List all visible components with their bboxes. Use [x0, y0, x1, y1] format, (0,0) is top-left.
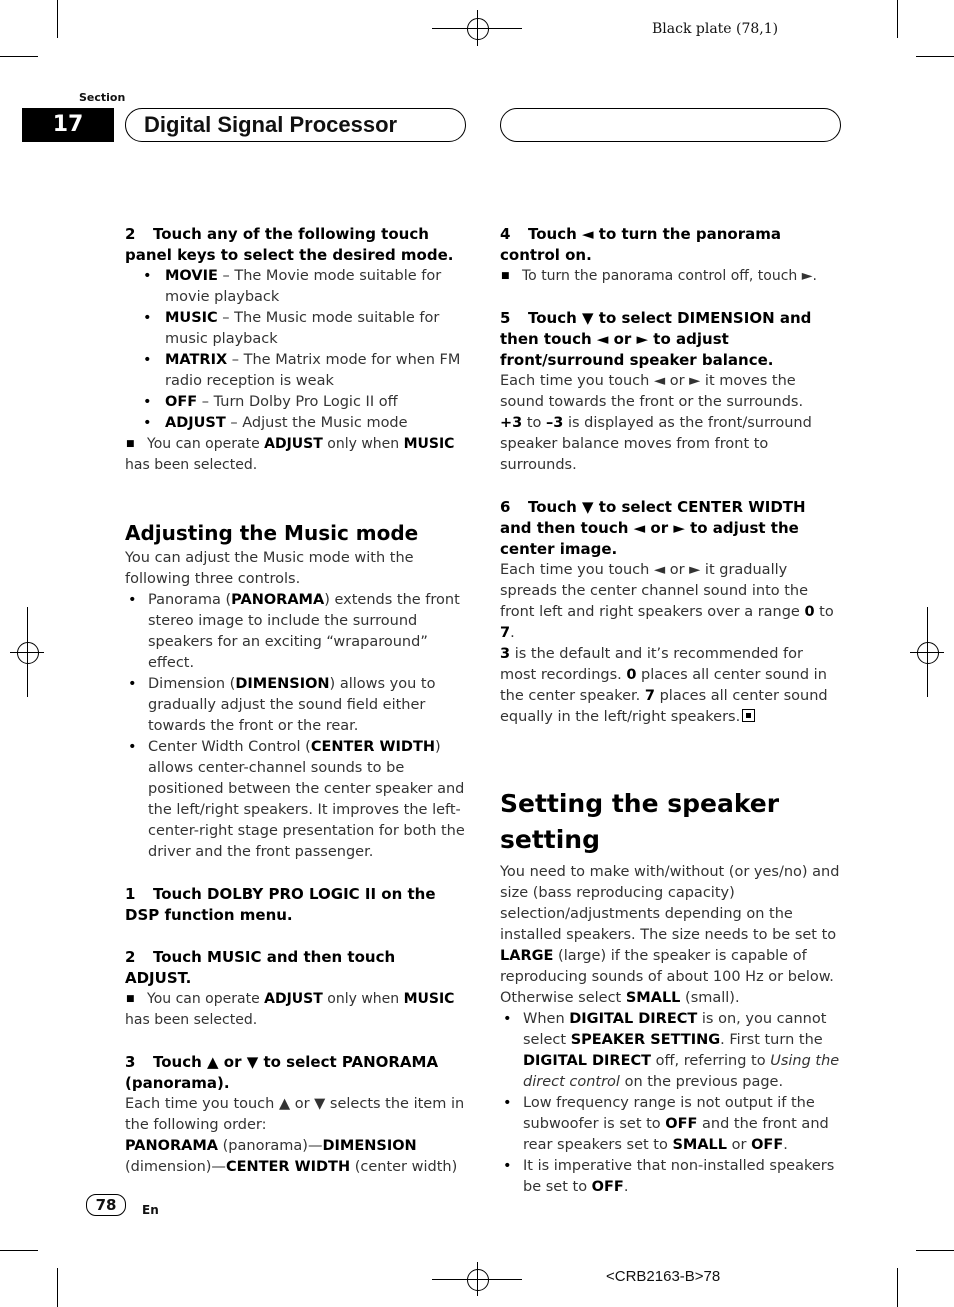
document-code: <CRB2163-B>78 — [606, 1268, 721, 1285]
speaker-setting-heading: Setting the speaker setting — [500, 789, 780, 854]
note-adjust-2: ■ You can operate ADJUST only when MUSIC — [125, 989, 465, 1010]
crop-mark — [0, 56, 38, 57]
dimension-range: +3 to –3 is displayed as the front/surround speaker balance moves from front to surrounds. — [500, 415, 812, 473]
list-item: • ADJUST – Adjust the Music mode — [125, 413, 465, 434]
list-item: • Center Width Control (CENTER WIDTH) allows center-channel sounds to be positioned between the center speaker and the left/right speakers. It improves the left-center-right stage presentation for both the driver and the front passenger. — [125, 737, 465, 863]
music-mode-heading: Adjusting the Music mode — [125, 521, 419, 545]
page-number: 78 — [86, 1194, 126, 1216]
step-4-panorama-on: 4 Touch ◄ to turn the panorama control on. — [500, 225, 781, 264]
control-list — [125, 590, 465, 863]
step-1-dolby: 1 Touch DOLBY PRO LOGIC II on the DSP function menu. — [125, 885, 436, 924]
order-intro: Each time you touch ▲ or ▼ selects the item in the following order: — [125, 1096, 465, 1133]
step-6-center-width: 6 Touch ▼ to select CENTER WIDTH and then touch ◄ or ► to adjust the center image. — [500, 498, 806, 558]
note-panorama-off: ■ To turn the panorama control off, touch ►. — [500, 266, 840, 287]
mode-list — [125, 266, 465, 434]
list-item: • Dimension (DIMENSION) allows you to gradually adjust the sound field either towards the front or the rear. — [125, 674, 465, 737]
right-column — [500, 224, 840, 1198]
list-item: • Low frequency range is not output if the subwoofer is set to OFF and the front and rear speakers set to SMALL or OFF. — [500, 1093, 840, 1156]
section-label: Section — [79, 91, 126, 104]
music-intro: You can adjust the Music mode with the following three controls. — [125, 550, 414, 587]
crop-mark — [0, 1250, 38, 1251]
list-item: • Panorama (PANORAMA) extends the front stereo image to include the surround speakers for an exciting “wraparound” effect. — [125, 590, 465, 674]
step-2-select-mode: 2 Touch any of the following touch panel keys to select the desired mode. — [125, 225, 454, 264]
crop-mark — [57, 0, 58, 38]
end-mark-icon — [742, 709, 755, 722]
step-5-dimension: 5 Touch ▼ to select DIMENSION and then touch ◄ or ► to adjust front/surround speaker balance. — [500, 309, 812, 369]
page-title: Digital Signal Processor — [125, 108, 466, 142]
speaker-bullets — [500, 1009, 840, 1198]
note-adjust-cont: has been selected. — [125, 457, 258, 473]
center-width-desc: Each time you touch ◄ or ► it gradually spreads the center channel sound into the front left and right speakers over a range 0 to 7. — [500, 562, 834, 641]
crop-mark — [897, 1268, 898, 1307]
registration-mark-top — [432, 10, 522, 46]
list-item: • MATRIX – The Matrix mode for when FM radio reception is weak — [125, 350, 465, 392]
list-item: • MOVIE – The Movie mode suitable for movie playback — [125, 266, 465, 308]
registration-mark-right — [910, 607, 944, 697]
step-3-panorama: 3 Touch ▲ or ▼ to select PANORAMA (panorama). — [125, 1053, 439, 1092]
crop-mark — [916, 56, 954, 57]
left-column — [125, 224, 465, 1178]
note-adjust-2-cont: has been selected. — [125, 1012, 258, 1028]
crop-mark — [57, 1268, 58, 1307]
crop-mark — [897, 0, 898, 38]
list-item: • OFF – Turn Dolby Pro Logic II off — [125, 392, 465, 413]
list-item: • When DIGITAL DIRECT is on, you cannot select SPEAKER SETTING. First turn the DIGITAL DIRECT off, referring to Using the direct control on the previous page. — [500, 1009, 840, 1093]
list-item: • MUSIC – The Music mode suitable for music playback — [125, 308, 465, 350]
note-adjust: ■ You can operate ADJUST only when MUSIC — [125, 434, 465, 455]
header-blank-pill — [500, 108, 841, 142]
dimension-desc: Each time you touch ◄ or ► it moves the sound towards the front or the surrounds. — [500, 373, 804, 410]
section-number: 17 — [22, 108, 114, 142]
center-width-default: 3 is the default and it’s recommended for most recordings. 0 places all center sound in the center speaker. 7 places all center sound equally in the left/right speakers. — [500, 646, 828, 725]
order-sequence: PANORAMA (panorama)—DIMENSION (dimension)—CENTER WIDTH (center width) — [125, 1138, 458, 1175]
language-label: En — [142, 1203, 159, 1217]
step-2-music-adjust: 2 Touch MUSIC and then touch ADJUST. — [125, 948, 396, 987]
speaker-intro: You need to make with/without (or yes/no) and size (bass reproducing capacity) selection/adjustments depending on the installed speakers. The size needs to be set to LARGE (large) if the speaker is capable of reproducing sounds of about 100 Hz or below. Otherwise select SMALL (small). — [500, 864, 840, 1006]
crop-mark — [916, 1250, 954, 1251]
registration-mark-left — [10, 607, 44, 697]
list-item: • It is imperative that non-installed speakers be set to OFF. — [500, 1156, 840, 1198]
registration-mark-bottom — [432, 1262, 522, 1296]
plate-label: Black plate (78,1) — [652, 21, 779, 37]
